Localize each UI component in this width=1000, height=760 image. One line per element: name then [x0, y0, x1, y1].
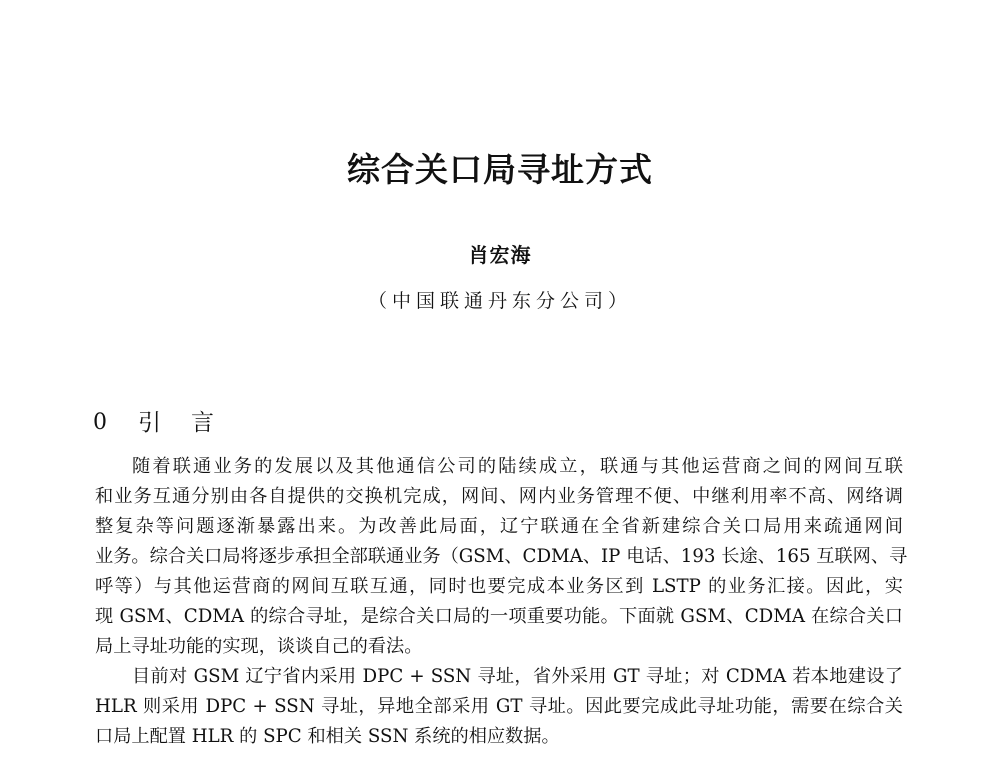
text-line: 目前对 GSM 辽宁省内采用 DPC + SSN 寻址，省外采用 GT 寻址；对 CDMA 若本地建设了 [132, 666, 903, 687]
paragraph-1 [95, 452, 908, 662]
author-affiliation: （中国联通丹东分公司） [367, 290, 632, 312]
section-number: 0 [93, 410, 107, 435]
body-text [95, 452, 908, 752]
text-line: 和业务互通分别由各自提供的交换机完成，网间、网内业务管理不便、中继利用率不高、网络调 [95, 486, 903, 507]
text-line: 局上寻址功能的实现，谈谈自己的看法。 [95, 636, 423, 657]
text-line: 呼等）与其他运营商的网间互联互通，同时也要完成本业务区到 LSTP 的业务汇接。因此，实 [95, 576, 903, 597]
text-line: 现 GSM、CDMA 的综合寻址，是综合关口局的一项重要功能。下面就 GSM、CDMA 在综合关口 [95, 606, 903, 627]
text-line: 整复杂等问题逐渐暴露出来。为改善此局面，辽宁联通在全省新建综合关口局用来疏通网间 [95, 516, 903, 537]
text-line: 随着联通业务的发展以及其他通信公司的陆续成立，联通与其他运营商之间的网间互联 [132, 456, 903, 477]
text-line: 业务。综合关口局将逐步承担全部联通业务（GSM、CDMA、IP 电话、193 长途、165 互联网、寻 [95, 546, 908, 567]
article-title: 综合关口局寻址方式 [347, 150, 653, 189]
paragraph-2 [95, 662, 903, 752]
text-line: 口局上配置 HLR 的 SPC 和相关 SSN 系统的相应数据。 [95, 726, 560, 747]
section-heading [93, 406, 244, 440]
section-title: 引言 [138, 410, 244, 436]
author-name: 肖宏海 [468, 243, 532, 267]
text-line: HLR 则采用 DPC + SSN 寻址，异地全部采用 GT 寻址。因此要完成此寻址功能，需要在综合关 [95, 696, 903, 717]
